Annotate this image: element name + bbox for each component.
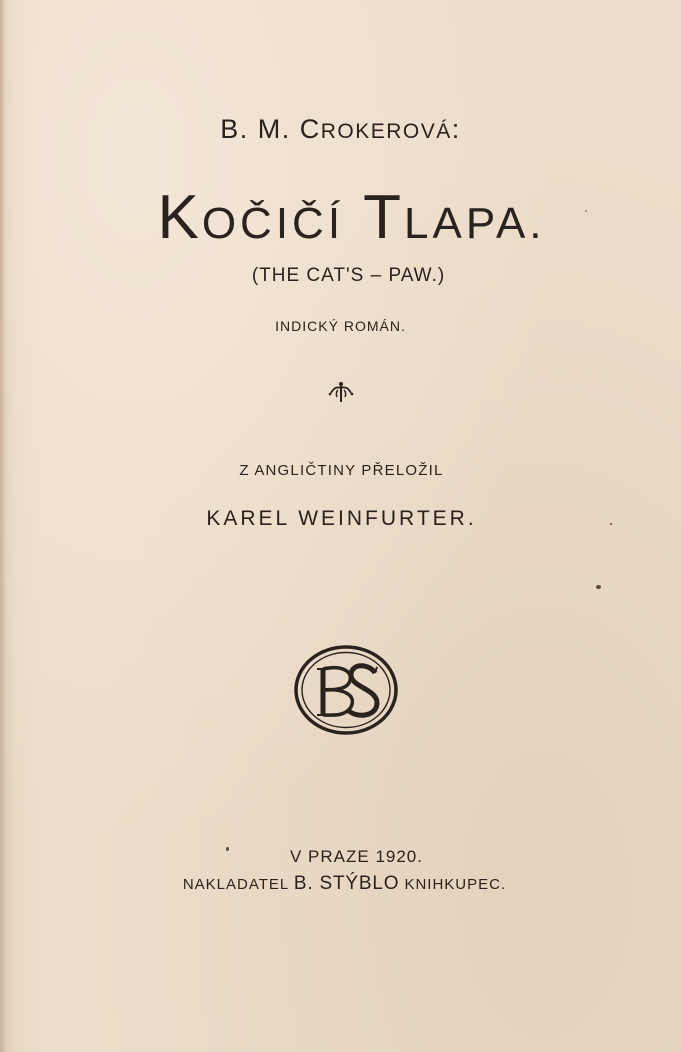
title-word2-initial: T (363, 183, 405, 252)
book-title (0, 182, 681, 253)
author-surname: ROKEROVÁ (320, 120, 452, 143)
paper-speck (596, 585, 601, 589)
paper-speck (585, 210, 587, 212)
publisher-suffix: KNIHKUPEC. (399, 876, 507, 893)
title-word1-rest: OČIČÍ (201, 199, 345, 248)
publisher-name: B. STÝBLO (293, 873, 400, 894)
paper-speck (610, 523, 612, 525)
translator-name: KAREL WEINFURTER. (206, 507, 477, 530)
translation-credit: Z ANGLIČTINY PŘELOŽIL (239, 462, 444, 479)
author-suffix: : (451, 114, 461, 144)
author-line (0, 114, 681, 145)
publisher-prefix: NAKLADATEL (182, 876, 294, 893)
author-initials: B. M. C (220, 114, 321, 144)
genre-line: INDICKÝ ROMÁN. (275, 318, 406, 334)
title-word2-rest: LAPA. (404, 199, 546, 248)
place-and-year: V PRAZE 1920. (289, 847, 423, 866)
title-word1-initial: K (157, 183, 202, 252)
floral-ornament-icon (324, 380, 358, 404)
paper-speck (226, 847, 229, 851)
original-title: (THE CAT'S – PAW.) (251, 265, 446, 286)
publisher-monogram-icon (293, 643, 399, 737)
publisher-line (0, 873, 681, 895)
